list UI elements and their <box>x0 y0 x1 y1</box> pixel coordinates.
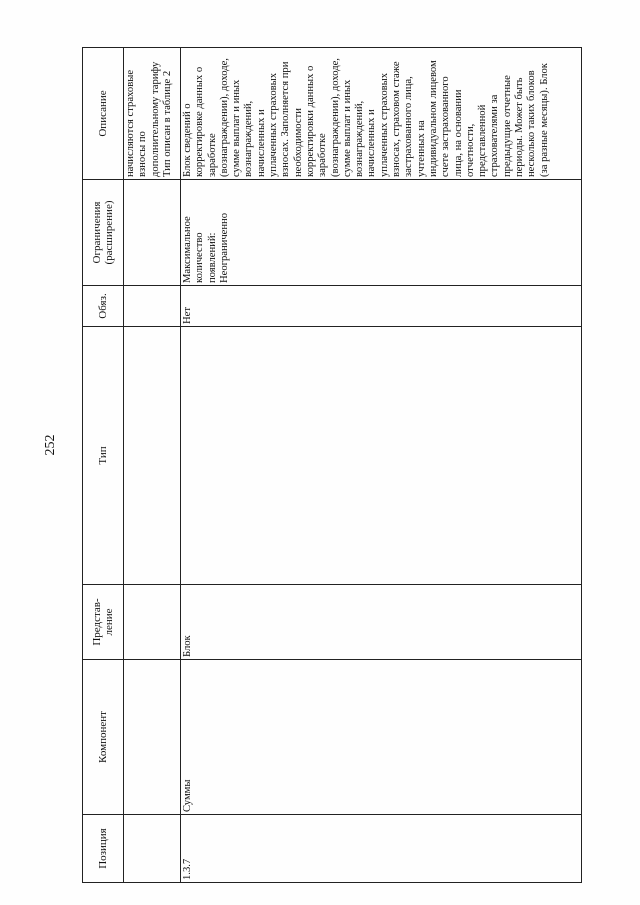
cell-description: Блок сведений о корректировке данных о заработке (вознаграждении), доходе, сумме выплат и иных вознаграждений, начисленных и уплаченных страховых взносах. Заполняется при необходимости корректировки данных о заработке (вознаграждении), доходе, сумме выплат и иных вознаграждений, начисленных и уплаченных страховых взносах, страховом стаже застрахованного лица, учтенных на индивидуальном лицевом счете застрахованного лица, на основании отчетности, представленной страхователями за предыдущие отчетные периоды. Может быть несколько таких блоков (за разные месяцы). Блок <box>181 48 582 180</box>
cell-required <box>124 286 181 327</box>
cell-position <box>124 815 181 883</box>
cell-limits: Максимальное количество появлений: Неограниченно <box>181 180 582 286</box>
table-header-row <box>83 48 124 883</box>
cell-type <box>124 327 181 585</box>
page-number: 252 <box>43 434 58 456</box>
table-row <box>124 48 181 883</box>
header-representation: Представ- ление <box>83 585 124 660</box>
table-row <box>181 48 582 883</box>
cell-representation: Блок <box>181 585 582 660</box>
rotated-table-wrapper <box>82 48 580 883</box>
header-limits: Ограничения (расширение) <box>83 180 124 286</box>
header-required: Обяз. <box>83 286 124 327</box>
header-description: Описание <box>83 48 124 180</box>
cell-limits <box>124 180 181 286</box>
header-component: Компонент <box>83 660 124 815</box>
header-position: Позиция <box>83 815 124 883</box>
cell-required: Нет <box>181 286 582 327</box>
component-table <box>82 47 582 883</box>
cell-position: 1.3.7 <box>181 815 582 883</box>
cell-representation <box>124 585 181 660</box>
cell-component <box>124 660 181 815</box>
header-type: Тип <box>83 327 124 585</box>
cell-description: начисляются страховые взносы по дополнительному тарифу Тип описан в таблице 2 <box>124 48 181 180</box>
cell-type <box>181 327 582 585</box>
cell-component: Суммы <box>181 660 582 815</box>
